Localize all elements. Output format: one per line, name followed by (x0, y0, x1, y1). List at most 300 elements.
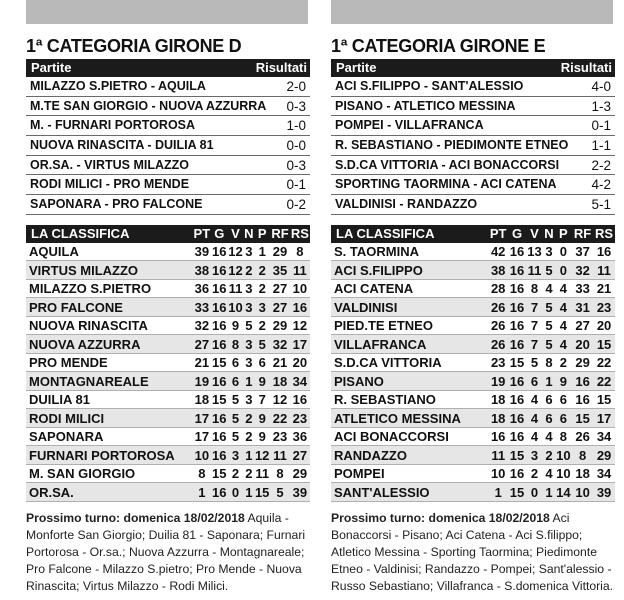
stat-cell: 37 (572, 243, 593, 261)
stat-cell: 16 (488, 427, 508, 446)
stat-cell: 42 (488, 243, 508, 261)
stat-cell: 16 (509, 262, 525, 278)
next-round-label: Prossimo turno: domenica 18/02/2018 (26, 510, 245, 525)
column-header: P (555, 225, 573, 243)
table-row (331, 298, 615, 317)
match-name: M. - FURNARI PORTOROSA (30, 118, 196, 133)
stat-cell: 16 (212, 281, 227, 297)
match-name: PISANO - ATLETICO MESSINA (335, 98, 516, 113)
stat-cell: 6 (526, 372, 544, 391)
match-result: 4-2 (591, 177, 611, 193)
stat-cell: 4 (555, 316, 573, 335)
stat-cell: 13 (527, 244, 542, 260)
stat-cell: 26 (488, 335, 508, 354)
next-round-text: Aquila - Monforte San Giorgio; Duilia 81 - Saponara; Furnari Portorosa - Or.sa.; Nuova Azzurra - Montagnareale; Pro Falcone - Milazzo S.pietro; Pro Mende - Nuova Rinascita; Virtus Milazzo - Rodi Milici. (26, 510, 306, 593)
stat-cell: 11 (290, 261, 310, 280)
team-name: ATLETICO MESSINA (331, 409, 488, 428)
stat-cell: 29 (290, 464, 310, 483)
stat-cell: 4 (555, 335, 573, 354)
team-name: PIED.TE ETNEO (331, 316, 488, 335)
stat-cell: 16 (509, 373, 525, 389)
match-row (331, 77, 615, 97)
match-name: ACI S.FILIPPO - SANT'ALESSIO (335, 79, 524, 93)
stat-cell: 4 (555, 279, 573, 298)
stat-cell: 9 (227, 316, 243, 335)
match-row (26, 195, 310, 215)
stat-cell: 6 (555, 409, 573, 428)
girone-e-matches (331, 59, 615, 215)
stat-cell: 8 (543, 353, 554, 372)
match-result: 0-3 (286, 157, 306, 173)
table-row (331, 372, 615, 391)
stat-cell: 8 (526, 279, 544, 298)
stat-cell: 18 (193, 390, 212, 409)
stat-cell: 2 (227, 464, 243, 483)
team-name: NUOVA AZZURRA (26, 335, 193, 354)
match-result: 0-1 (286, 177, 306, 193)
stat-cell: 16 (212, 318, 227, 334)
stat-cell: 5 (543, 316, 554, 335)
stat-cell: 2 (254, 261, 270, 280)
stat-cell: 32 (270, 335, 289, 354)
stat-cell: 3 (254, 298, 270, 317)
match-row (331, 156, 615, 176)
stat-cell: 16 (572, 390, 593, 409)
stat-cell: 34 (593, 427, 615, 446)
stat-cell: 7 (254, 390, 270, 409)
stat-cell: 0 (227, 483, 243, 502)
stat-cell: 16 (212, 410, 227, 426)
stat-cell: 34 (290, 372, 310, 391)
stat-cell: 6 (555, 390, 573, 409)
stat-cell: 3 (227, 446, 243, 465)
stat-cell: 22 (593, 353, 615, 372)
stat-cell: 20 (593, 316, 615, 335)
stat-cell: 6 (543, 409, 554, 428)
stat-cell: 8 (572, 446, 593, 465)
stat-cell: 32 (193, 316, 212, 335)
stat-cell: 15 (572, 409, 593, 428)
stat-cell: 5 (270, 483, 289, 502)
team-name: SAPONARA (26, 427, 193, 446)
stat-cell: 23 (593, 298, 615, 317)
table-row (331, 464, 615, 483)
stat-cell: 16 (509, 244, 525, 260)
stat-cell: 27 (572, 316, 593, 335)
stat-cell: 16 (290, 390, 310, 409)
stat-cell: 4 (526, 409, 544, 428)
match-name: MILAZZO S.PIETRO - AQUILA (30, 79, 206, 93)
stat-cell: 16 (509, 429, 525, 445)
stat-cell: 20 (572, 335, 593, 354)
stat-cell: 5 (227, 409, 243, 428)
match-name: SAPONARA - PRO FALCONE (30, 197, 203, 212)
match-result: 0-3 (286, 98, 306, 114)
team-name: PRO MENDE (26, 353, 193, 372)
stat-cell: 19 (488, 372, 508, 391)
stat-cell: 12 (290, 316, 310, 335)
match-result: 1-3 (591, 98, 611, 114)
team-name: FURNARI PORTOROSA (26, 446, 193, 465)
column-header: G (508, 225, 526, 243)
stat-cell: 5 (227, 427, 243, 446)
stat-cell: 16 (509, 299, 525, 315)
stat-cell: 12 (270, 390, 289, 409)
match-row (26, 136, 310, 156)
stat-cell: 11 (593, 261, 615, 280)
stat-cell: 1 (543, 483, 554, 502)
table-row (26, 483, 310, 502)
table-row (331, 483, 615, 502)
team-name: ACI S.FILIPPO (331, 261, 488, 280)
girone-e-section (331, 34, 615, 595)
stat-cell: 2 (254, 316, 270, 335)
team-name: POMPEI (331, 464, 488, 483)
match-name: R. SEBASTIANO - PIEDIMONTE ETNEO (335, 138, 569, 153)
team-name: VILLAFRANCA (331, 335, 488, 354)
column-header: V (227, 225, 243, 243)
stat-cell: 3 (245, 392, 253, 408)
stat-cell: 17 (193, 409, 212, 428)
match-row (331, 116, 615, 136)
stat-cell: 27 (290, 446, 310, 465)
stat-cell: 12 (228, 262, 243, 278)
stat-cell: 39 (193, 243, 212, 261)
table-row (26, 446, 310, 465)
stat-cell: 17 (290, 335, 310, 354)
stat-cell: 15 (212, 392, 227, 408)
stat-cell: 11 (228, 281, 243, 297)
stat-cell: 4 (526, 427, 544, 446)
column-header: N (544, 226, 554, 242)
table-row (26, 372, 310, 391)
stat-cell: 2 (555, 353, 573, 372)
stat-cell: 16 (509, 392, 525, 408)
stat-cell: 9 (254, 372, 270, 391)
matches-header-label: Partite (31, 60, 72, 75)
stat-cell: 2 (245, 262, 253, 278)
stat-cell: 26 (488, 316, 508, 335)
matches-header (26, 59, 310, 77)
stat-cell: 3 (526, 446, 544, 465)
stat-cell: 16 (290, 298, 310, 317)
results-header-label: Risultati (560, 60, 612, 75)
match-name: M.TE SAN GIORGIO - NUOVA AZZURRA (30, 98, 267, 113)
stat-cell: 22 (270, 409, 289, 428)
top-bar-right (331, 0, 613, 24)
stat-cell: 11 (527, 262, 542, 278)
match-row (26, 156, 310, 176)
stat-cell: 15 (254, 484, 270, 500)
next-round-label: Prossimo turno: domenica 18/02/2018 (331, 510, 550, 525)
results-header-label: Risultati (255, 60, 307, 75)
stat-cell: 15 (509, 484, 525, 500)
stat-cell: 9 (555, 372, 573, 391)
stat-cell: 3 (245, 299, 253, 315)
stat-cell: 16 (212, 373, 227, 389)
stat-cell: 6 (543, 390, 554, 409)
table-row (26, 390, 310, 409)
match-result: 4-0 (591, 79, 611, 94)
team-name: NUOVA RINASCITA (26, 316, 193, 335)
stat-cell: 5 (254, 335, 270, 354)
stat-cell: 29 (593, 446, 615, 465)
stat-cell: 18 (572, 464, 593, 483)
column-header: RF (271, 226, 289, 242)
girone-d-standings (26, 225, 310, 502)
team-name: RODI MILICI (26, 409, 193, 428)
stat-cell: 2 (526, 464, 544, 483)
team-name: OR.SA. (26, 483, 193, 502)
team-name: DUILIA 81 (26, 390, 193, 409)
matches-header (331, 59, 615, 77)
stat-cell: 8 (270, 464, 289, 483)
stat-cell: 32 (572, 261, 593, 280)
match-result: 0-1 (591, 118, 611, 134)
stat-cell: 21 (270, 353, 289, 372)
stat-cell: 14 (556, 484, 571, 500)
match-row (26, 116, 310, 136)
column-header: PT (489, 226, 507, 242)
stat-cell: 11 (255, 466, 270, 482)
stat-cell: 3 (245, 244, 253, 260)
stat-cell: 35 (270, 261, 289, 280)
table-row (26, 298, 310, 317)
stat-cell: 1 (193, 483, 212, 502)
stat-cell: 39 (593, 483, 615, 502)
stat-cell: 1 (245, 373, 253, 389)
match-result: 2-0 (286, 79, 306, 94)
column-header: P (254, 225, 270, 243)
stat-cell: 16 (572, 372, 593, 391)
stat-cell: 38 (193, 261, 212, 280)
stat-cell: 2 (543, 446, 554, 465)
table-row (26, 316, 310, 335)
team-name: VALDINISI (331, 298, 488, 317)
stat-cell: 16 (509, 336, 525, 352)
stat-cell: 0 (555, 243, 573, 261)
stat-cell: 10 (193, 446, 212, 465)
stat-cell: 26 (488, 298, 508, 317)
stat-cell: 17 (593, 409, 615, 428)
stat-cell: 4 (543, 279, 554, 298)
match-result: 1-1 (591, 138, 611, 154)
standings-title: LA CLASSIFICA (331, 225, 488, 243)
stat-cell: 23 (488, 353, 508, 372)
column-header: RF (573, 226, 592, 242)
stat-cell: 1 (543, 372, 554, 391)
stat-cell: 22 (593, 372, 615, 391)
stat-cell: 7 (526, 298, 544, 317)
table-row (331, 261, 615, 280)
stat-cell: 15 (593, 390, 615, 409)
table-row (331, 390, 615, 409)
stat-cell: 0 (555, 261, 573, 280)
stat-cell: 20 (290, 353, 310, 372)
match-name: S.D.CA VITTORIA - ACI BONACCORSI (335, 157, 560, 172)
girone-d-next-round (26, 510, 310, 595)
top-bar-left (26, 0, 308, 24)
stat-cell: 1 (488, 483, 508, 502)
stat-cell: 16 (509, 466, 525, 482)
stat-cell: 4 (555, 298, 573, 317)
stat-cell: 6 (254, 353, 270, 372)
stat-cell: 16 (212, 244, 227, 260)
stat-cell: 9 (254, 427, 270, 446)
stat-cell: 38 (488, 261, 508, 280)
column-header: RS (595, 226, 614, 242)
stat-cell: 4 (543, 464, 554, 483)
stat-cell: 33 (193, 298, 212, 317)
table-row (331, 243, 615, 261)
stat-cell: 10 (556, 447, 571, 463)
stat-cell: 19 (193, 372, 212, 391)
match-row (331, 195, 615, 215)
column-header: N (244, 226, 254, 242)
match-row (26, 77, 310, 97)
team-name: MILAZZO S.PIETRO (26, 279, 193, 298)
stat-cell: 16 (212, 262, 227, 278)
table-row (331, 316, 615, 335)
stat-cell: 16 (212, 336, 227, 352)
table-row (26, 261, 310, 280)
stat-cell: 10 (572, 483, 593, 502)
team-name: ACI CATENA (331, 279, 488, 298)
stat-cell: 7 (526, 335, 544, 354)
stat-cell: 16 (509, 318, 525, 334)
stat-cell: 3 (245, 281, 253, 297)
match-row (331, 136, 615, 156)
stat-cell: 2 (245, 410, 253, 426)
team-name: S. TAORMINA (331, 243, 488, 261)
table-row (331, 353, 615, 372)
stat-cell: 36 (193, 279, 212, 298)
match-name: RODI MILICI - PRO MENDE (30, 177, 190, 192)
match-row (331, 175, 615, 195)
match-row (26, 175, 310, 195)
stat-cell: 5 (227, 390, 243, 409)
girone-e-title: 1ª CATEGORIA GIRONE E (331, 36, 546, 56)
table-row (26, 243, 310, 261)
match-name: OR.SA. - VIRTUS MILAZZO (30, 157, 190, 172)
match-row (26, 97, 310, 117)
stat-cell: 3 (245, 355, 253, 371)
stat-cell: 23 (270, 427, 289, 446)
stat-cell: 16 (212, 429, 227, 445)
table-row (26, 279, 310, 298)
stat-cell: 17 (193, 427, 212, 446)
stat-cell: 7 (526, 316, 544, 335)
column-header: V (526, 225, 544, 243)
stat-cell: 4 (526, 390, 544, 409)
stat-cell: 6 (227, 372, 243, 391)
girone-d-title: 1ª CATEGORIA GIRONE D (26, 36, 242, 56)
stat-cell: 2 (254, 279, 270, 298)
team-name: M. SAN GIORGIO (26, 464, 193, 483)
stat-cell: 16 (509, 410, 525, 426)
stat-cell: 8 (290, 243, 310, 261)
table-row (331, 427, 615, 446)
stat-cell: 15 (593, 335, 615, 354)
table-row (26, 464, 310, 483)
table-row (26, 353, 310, 372)
stat-cell: 18 (488, 409, 508, 428)
girone-e-next-round (331, 510, 615, 595)
match-name: SPORTING TAORMINA - ACI CATENA (335, 177, 557, 192)
stat-cell: 12 (228, 244, 243, 260)
girone-d-section (26, 34, 310, 595)
stat-cell: 27 (270, 298, 289, 317)
match-name: POMPEI - VILLAFRANCA (335, 118, 484, 133)
stat-cell: 10 (228, 299, 243, 315)
stat-cell: 1 (254, 243, 270, 261)
match-result: 0-0 (286, 138, 306, 154)
stat-cell: 16 (212, 299, 227, 315)
stat-cell: 15 (212, 355, 227, 371)
stat-cell: 33 (572, 279, 593, 298)
table-row (331, 279, 615, 298)
team-name: ACI BONACCORSI (331, 427, 488, 446)
stat-cell: 5 (526, 353, 544, 372)
stat-cell: 15 (212, 466, 227, 482)
table-row (26, 335, 310, 354)
stat-cell: 8 (193, 464, 212, 483)
column-header: PT (193, 226, 211, 242)
stat-cell: 3 (543, 243, 554, 261)
match-result: 5-1 (591, 197, 611, 213)
stat-cell: 12 (254, 447, 270, 463)
stat-cell: 10 (488, 464, 508, 483)
stat-cell: 21 (193, 353, 212, 372)
stat-cell: 10 (290, 279, 310, 298)
stat-cell: 11 (270, 446, 289, 465)
stat-cell: 2 (245, 466, 253, 482)
match-result: 2-2 (591, 157, 611, 173)
stat-cell: 4 (543, 427, 554, 446)
match-name: NUOVA RINASCITA - DUILIA 81 (30, 138, 214, 153)
team-name: R. SEBASTIANO (331, 390, 488, 409)
stat-cell: 21 (593, 279, 615, 298)
stat-cell: 1 (245, 484, 253, 500)
table-row (331, 409, 615, 428)
matches-header-label: Partite (336, 60, 377, 75)
match-result: 1-0 (286, 118, 306, 134)
team-name: MONTAGNAREALE (26, 372, 193, 391)
team-name: PISANO (331, 372, 488, 391)
match-result: 0-2 (286, 197, 306, 213)
stat-cell: 26 (572, 427, 593, 446)
stat-cell: 6 (227, 353, 243, 372)
stat-cell: 8 (555, 427, 573, 446)
stat-cell: 10 (556, 466, 571, 482)
stat-cell: 15 (509, 447, 525, 463)
stat-cell: 8 (227, 335, 243, 354)
team-name: PRO FALCONE (26, 298, 193, 317)
stat-cell: 29 (572, 353, 593, 372)
column-header: G (211, 225, 227, 243)
stat-cell: 31 (572, 298, 593, 317)
standings-title: LA CLASSIFICA (26, 225, 193, 243)
stat-cell: 39 (290, 483, 310, 502)
stat-cell: 27 (270, 279, 289, 298)
table-row (331, 335, 615, 354)
stat-cell: 16 (212, 447, 227, 463)
stat-cell: 34 (593, 464, 615, 483)
table-row (26, 427, 310, 446)
stat-cell: 29 (270, 243, 289, 261)
girone-e-standings (331, 225, 615, 502)
stat-cell: 11 (488, 446, 508, 465)
